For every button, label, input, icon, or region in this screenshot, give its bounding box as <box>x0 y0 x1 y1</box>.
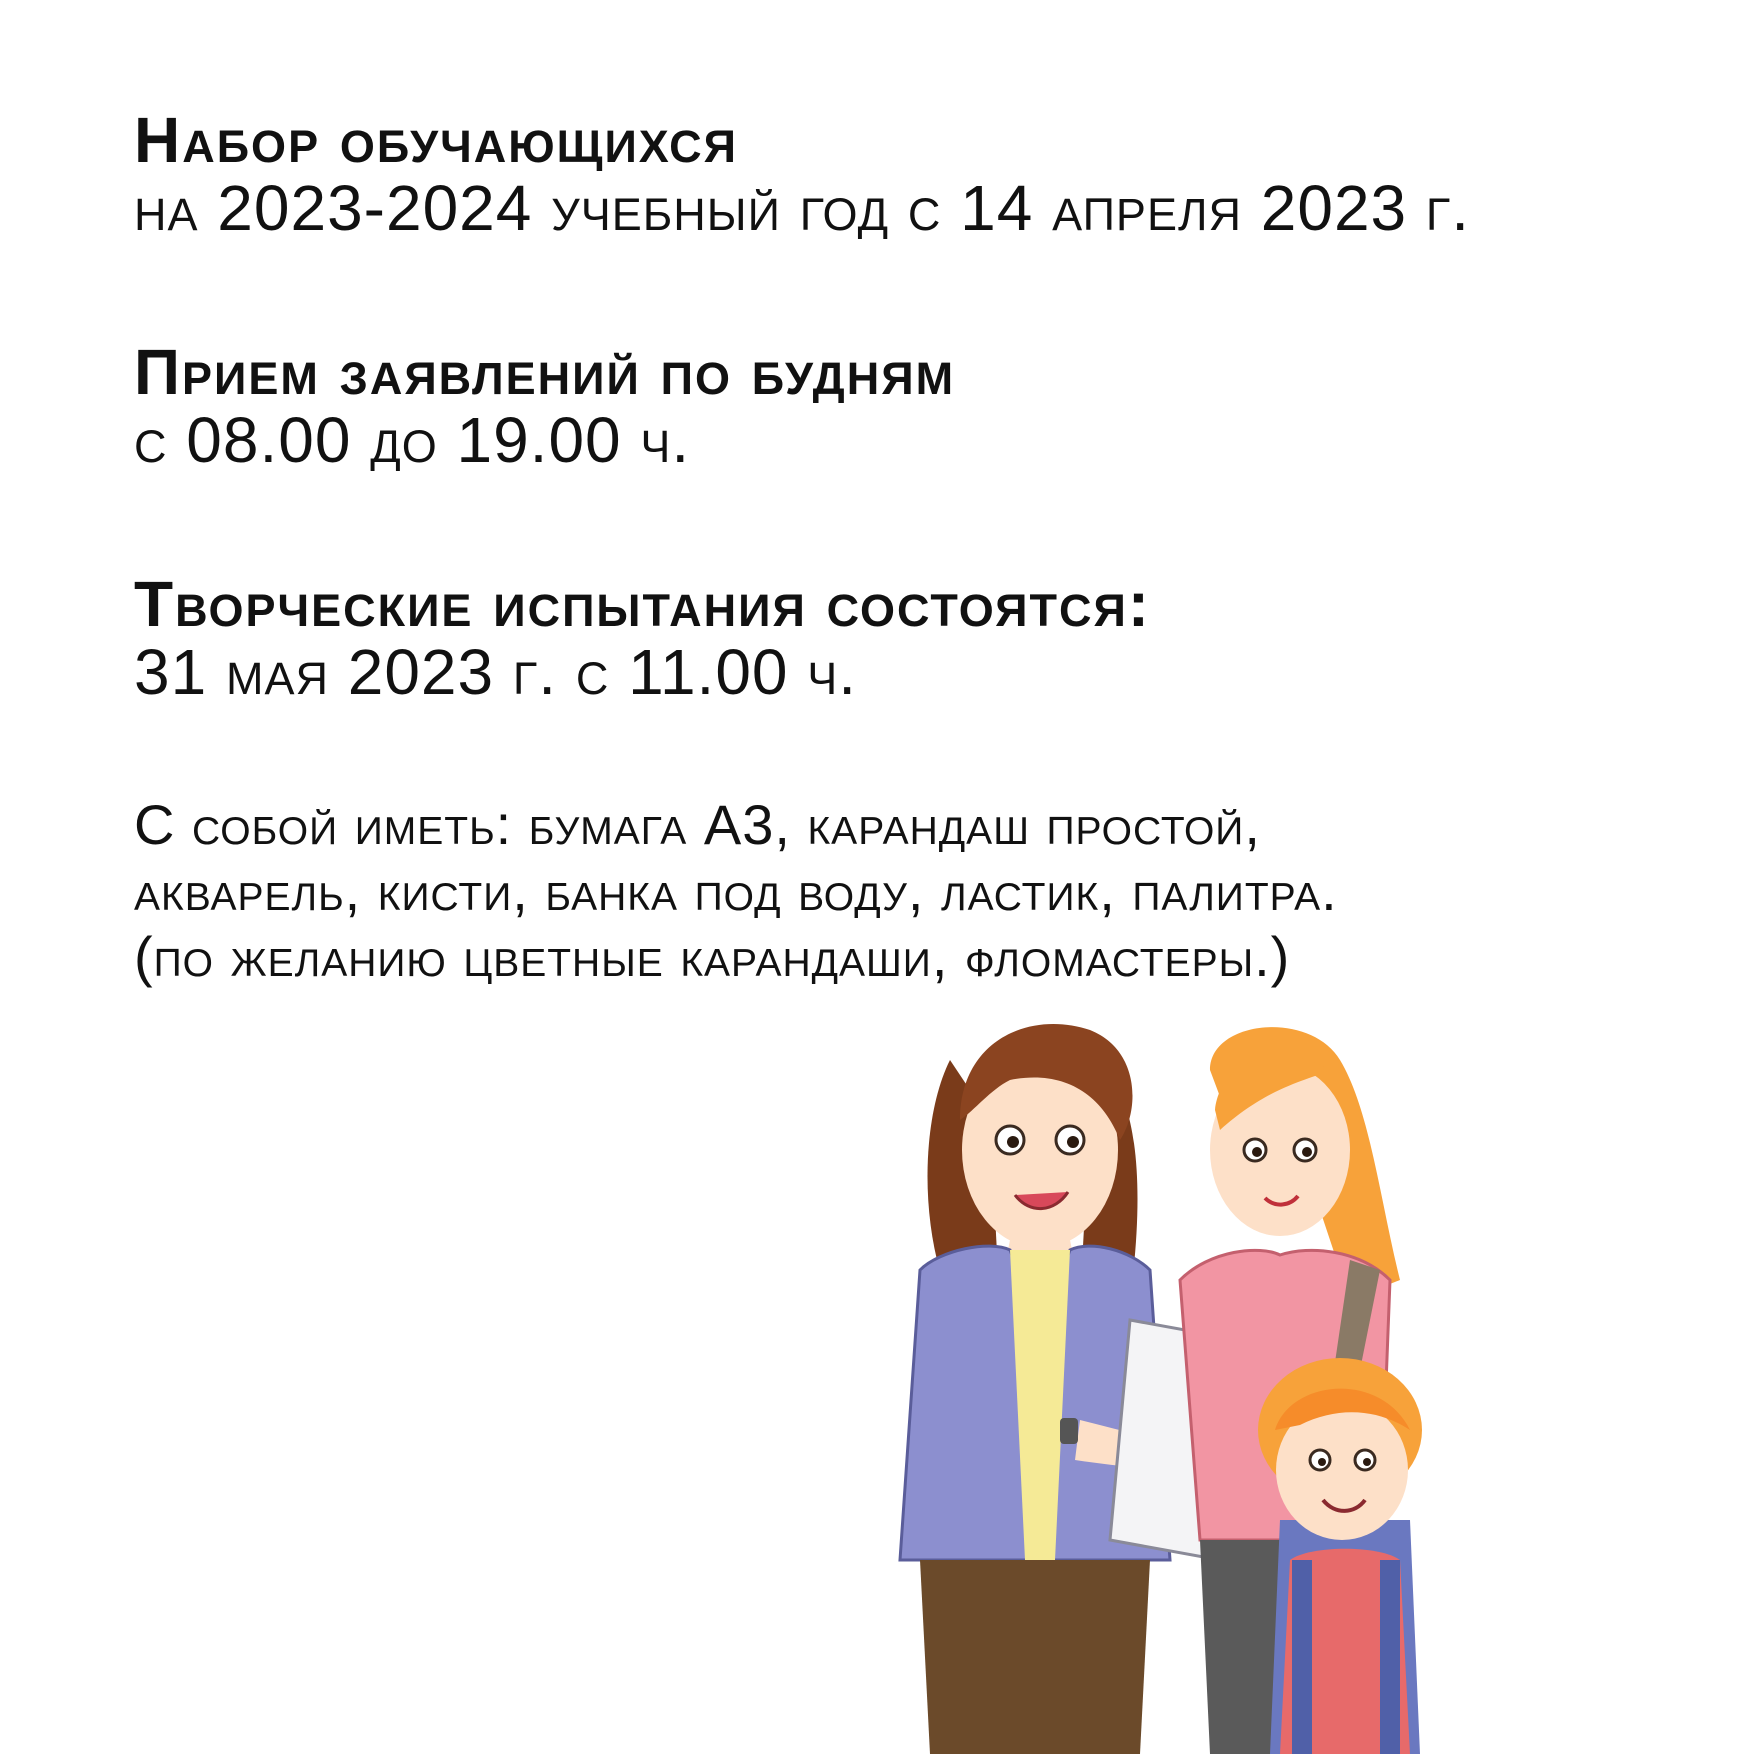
applications-heading: Прием заявлений по будням <box>134 336 956 408</box>
supplies-line-2: акварель, кисти, банка под воду, ластик, палитра. <box>134 859 1338 922</box>
supplies-line-1: С собой иметь: бумага А3, карандаш простой, <box>134 793 1261 856</box>
supplies-line-3: (по желанию цветные карандаши, фломастеры.) <box>134 925 1291 988</box>
applications-detail: с 08.00 до 19.00 ч. <box>134 404 691 476</box>
teacher-parent-child-illustration <box>880 1000 1540 1754</box>
applications-section <box>134 338 1654 474</box>
exams-section <box>134 570 1654 706</box>
exams-heading: Творческие испытания состоятся: <box>134 568 1152 640</box>
enrollment-section <box>134 106 1654 242</box>
exams-detail: 31 мая 2023 г. с 11.00 ч. <box>134 636 858 708</box>
enrollment-heading: Набор обучающихся <box>134 104 738 176</box>
child-figure <box>1258 1358 1422 1754</box>
enrollment-detail: на 2023-2024 учебный год с 14 апреля 2023 г. <box>134 172 1471 244</box>
supplies-section <box>134 792 1654 990</box>
